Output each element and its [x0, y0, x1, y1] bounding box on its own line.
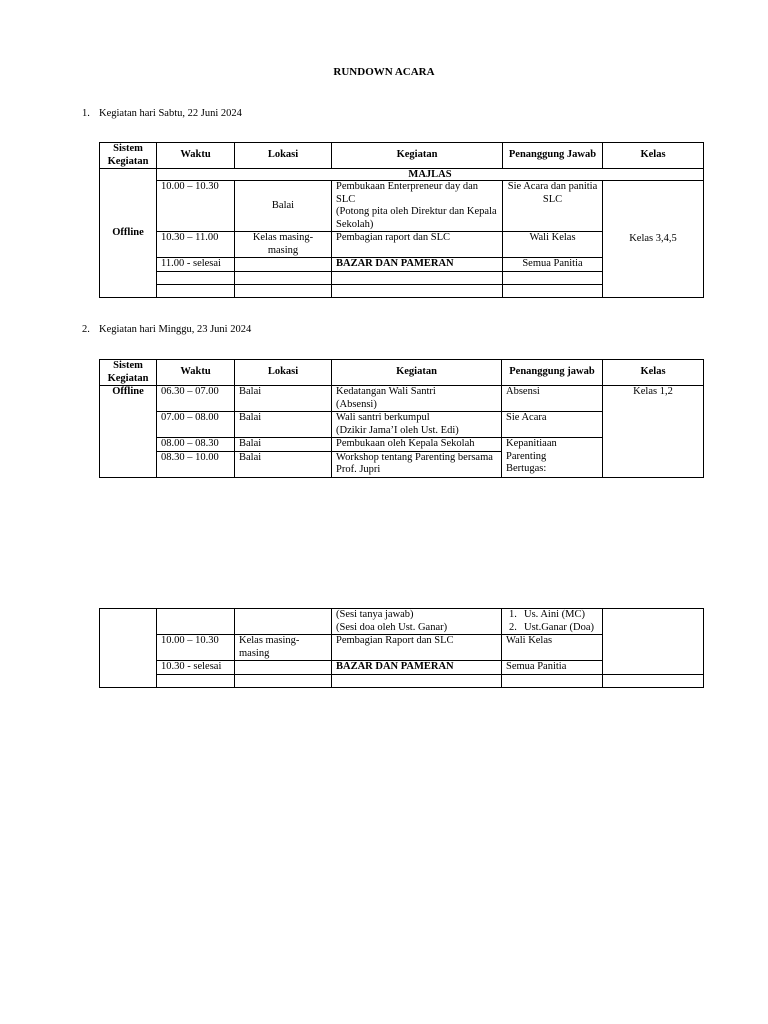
day1-kelas: Kelas 3,4,5 — [603, 181, 704, 298]
kegiatan-cell: Wali santri berkumpul (Dzikir Jama’I oleh Ust. Edi) — [332, 412, 502, 438]
kegiatan-cell: Pembagian raport dan SLC — [332, 232, 503, 258]
header-penanggung-jawab: Penanggung Jawab — [503, 143, 603, 169]
lokasi-cell: Balai — [235, 451, 332, 477]
day1-majlas: MAJLAS — [157, 169, 704, 181]
day1-heading-text: Kegiatan hari Sabtu, 22 Juni 2024 — [99, 108, 242, 119]
waktu-cell: 06.30 – 07.00 — [157, 386, 235, 412]
empty-row — [100, 675, 704, 688]
pj-cell — [502, 609, 603, 635]
header-kegiatan: Kegiatan — [332, 143, 503, 169]
waktu-cell: 11.00 - selesai — [157, 258, 235, 272]
day2-heading-text: Kegiatan hari Minggu, 23 Juni 2024 — [99, 324, 252, 335]
lokasi-cell: Balai — [235, 181, 332, 232]
day2-number: 2. — [82, 324, 90, 335]
table-row — [100, 609, 704, 635]
kegiatan-cell: Pembukaan Enterpreneur day dan SLC (Potong pita oleh Direktur dan Kepala Sekolah) — [332, 181, 503, 232]
day1-heading — [82, 108, 242, 121]
header-kelas: Kelas — [603, 143, 704, 169]
header-kegiatan: Kegiatan — [332, 360, 502, 386]
pj-cell: Sie Acara — [502, 412, 603, 438]
waktu-cell: 10.30 - selesai — [157, 661, 235, 675]
kegiatan-cell: (Sesi tanya jawab) (Sesi doa oleh Ust. Ganar) — [332, 609, 502, 635]
lokasi-cell — [235, 661, 332, 675]
table-row — [100, 181, 704, 232]
kegiatan-cell: Pembukaan oleh Kepala Sekolah — [332, 438, 502, 452]
kegiatan-cell: Workshop tentang Parenting bersama Prof. Jupri — [332, 451, 502, 477]
header-sistem: Sistem Kegiatan — [100, 143, 157, 169]
kegiatan-cell: Pembagian Raport dan SLC — [332, 635, 502, 661]
lokasi-cell: Kelas masing-masing — [235, 635, 332, 661]
waktu-cell: 10.00 – 10.30 — [157, 181, 235, 232]
pj-cell: Kepanitiaan Parenting Bertugas: — [502, 438, 603, 478]
waktu-cell: 10.30 – 11.00 — [157, 232, 235, 258]
day1-number: 1. — [82, 108, 90, 119]
waktu-cell: 10.00 – 10.30 — [157, 635, 235, 661]
lokasi-cell: Balai — [235, 386, 332, 412]
header-penanggung-jawab: Penanggung jawab — [502, 360, 603, 386]
header-waktu: Waktu — [157, 143, 235, 169]
waktu-cell: 08.00 – 08.30 — [157, 438, 235, 452]
petugas-list — [506, 609, 598, 634]
day2-heading — [82, 324, 251, 337]
pj-cell: Semua Panitia — [502, 661, 603, 675]
pj-cell: Wali Kelas — [503, 232, 603, 258]
day2-table-continued — [99, 608, 704, 688]
lokasi-cell: Balai — [235, 412, 332, 438]
page-title: RUNDOWN ACARA — [333, 66, 435, 78]
pj-cell: Sie Acara dan panitia SLC — [503, 181, 603, 232]
header-kelas: Kelas — [603, 360, 704, 386]
pj-cell: Absensi — [502, 386, 603, 412]
header-lokasi: Lokasi — [235, 143, 332, 169]
day2-kelas: Kelas 1,2 — [603, 386, 704, 478]
pj-cell: Semua Panitia — [503, 258, 603, 272]
day2-sistem: Offline — [100, 386, 157, 478]
lokasi-cell — [235, 258, 332, 272]
kegiatan-cell: BAZAR DAN PAMERAN — [332, 258, 503, 272]
day1-sistem: Offline — [100, 169, 157, 298]
day1-table — [99, 142, 704, 298]
header-waktu: Waktu — [157, 360, 235, 386]
table-row — [100, 386, 704, 412]
lokasi-cell: Kelas masing-masing — [235, 232, 332, 258]
list-item: 1. Us. Aini (MC) — [509, 609, 585, 620]
header-lokasi: Lokasi — [235, 360, 332, 386]
list-item: 2. Ust.Ganar (Doa) — [509, 621, 594, 633]
pj-cell: Wali Kelas — [502, 635, 603, 661]
waktu-cell: 07.00 – 08.00 — [157, 412, 235, 438]
kegiatan-cell: BAZAR DAN PAMERAN — [332, 661, 502, 675]
waktu-cell: 08.30 – 10.00 — [157, 451, 235, 477]
header-sistem: Sistem Kegiatan — [100, 360, 157, 386]
lokasi-cell: Balai — [235, 438, 332, 452]
day2-table — [99, 359, 704, 478]
kegiatan-cell: Kedatangan Wali Santri (Absensi) — [332, 386, 502, 412]
